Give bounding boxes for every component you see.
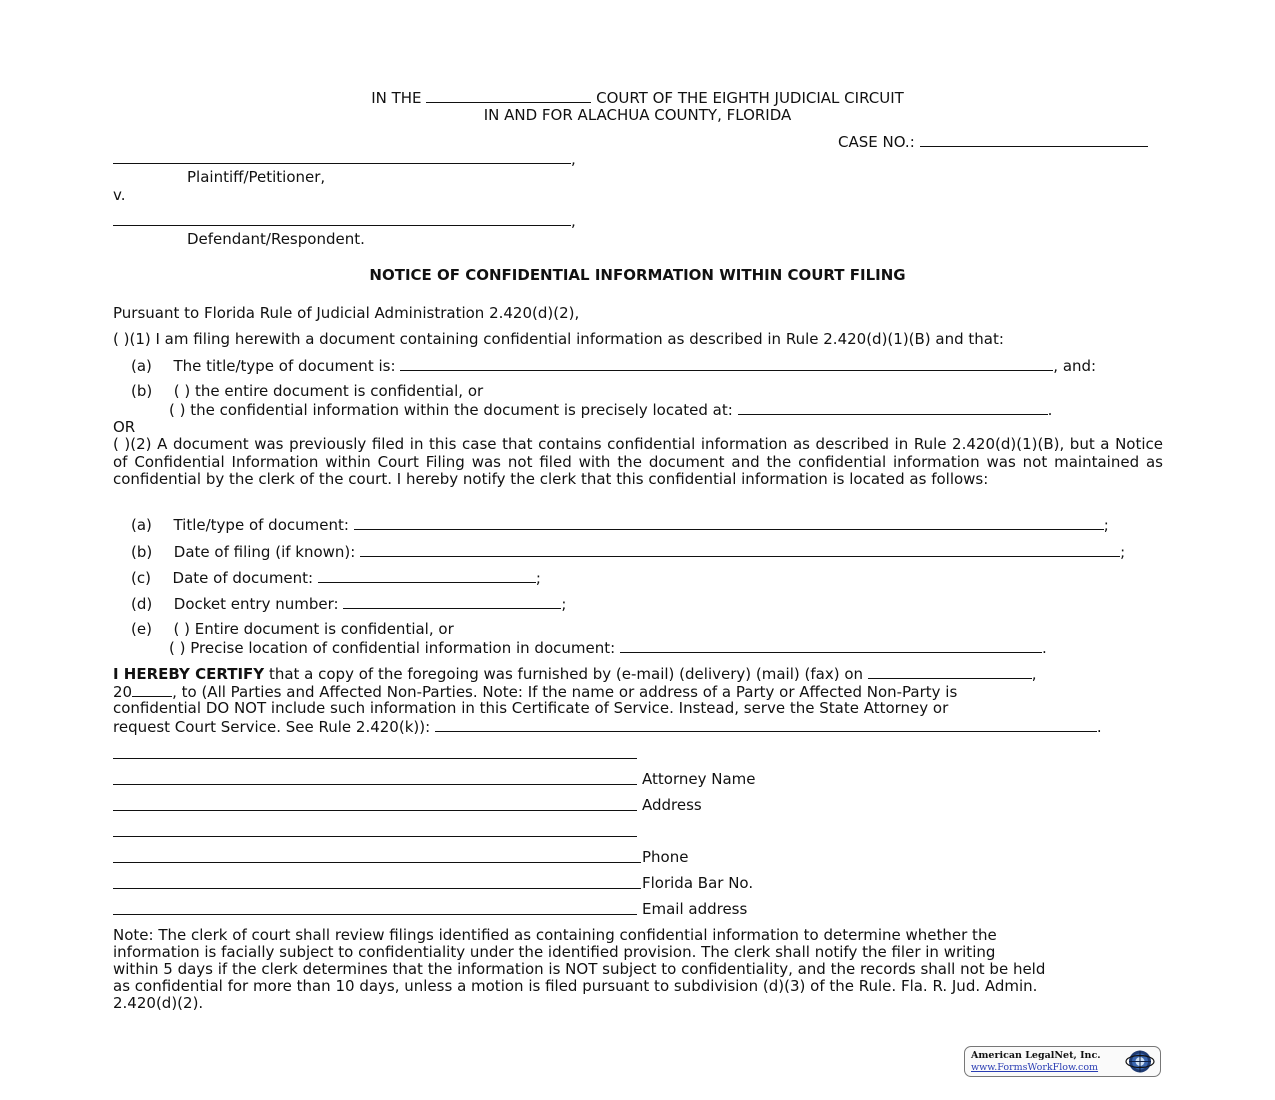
option2-item-label: (b)	[131, 543, 153, 561]
address-blank[interactable]	[113, 810, 637, 811]
logo-company-name: American LegalNet, Inc.	[971, 1050, 1101, 1061]
attorney-name-blank[interactable]	[113, 784, 637, 785]
american-legalnet-logo[interactable]	[964, 1046, 1161, 1077]
option2-item-text: Date of filing (if known):	[173, 543, 356, 561]
phone-label: Phone	[642, 848, 689, 866]
plaintiff-label: Plaintiff/Petitioner,	[187, 168, 326, 186]
date-of-document-blank[interactable]	[318, 568, 536, 583]
option2-item-text: Docket entry number:	[173, 595, 339, 613]
certify-line2-rest: , to (All Parties and Affected Non-Parties. Note: If the name or address of a Party or Affected Non-Party is	[172, 683, 958, 701]
page-title: NOTICE OF CONFIDENTIAL INFORMATION WITHIN COURT FILING	[369, 266, 906, 284]
defendant-label: Defendant/Respondent.	[187, 230, 365, 248]
email-label: Email address	[642, 900, 748, 918]
defendant-name-blank[interactable]	[113, 225, 571, 226]
option2-e-end: .	[1041, 639, 1047, 657]
option2-item-text: Title/type of document:	[173, 516, 349, 534]
phone-blank[interactable]	[113, 862, 641, 863]
certify-year-prefix: 20	[113, 683, 133, 701]
title-type-blank[interactable]	[354, 515, 1104, 530]
plaintiff-comma: ,	[571, 150, 576, 168]
county-line: IN AND FOR ALACHUA COUNTY, FLORIDA	[483, 106, 792, 124]
certify-line4-end: .	[1096, 718, 1102, 736]
court-name-blank[interactable]	[426, 88, 591, 103]
option1-a-text: The title/type of document is:	[173, 357, 396, 375]
option2-item-end: ;	[561, 595, 567, 613]
option2-item-text: Date of document:	[172, 569, 314, 587]
option2-item-a	[131, 515, 1109, 534]
case-number-label: CASE NO.:	[838, 133, 915, 151]
note-line: within 5 days if the clerk determines that the information is NOT subject to confidentiality, and the records shall not be held	[113, 960, 1046, 978]
court-header-line	[0, 88, 1275, 107]
option2-item-label: (c)	[131, 569, 151, 587]
service-list-blank[interactable]	[435, 717, 1097, 732]
certify-date-blank[interactable]	[868, 664, 1032, 679]
address-label: Address	[642, 796, 702, 814]
certify-line1	[113, 664, 1037, 683]
entire-document-option[interactable]: ( ) Entire document is confidential, or	[173, 620, 454, 638]
note-line: as confidential for more than 10 days, unless a motion is filed pursuant to subdivision (d)(3) of the Rule. Fla. R. Jud. Admin.	[113, 977, 1038, 995]
option2-item-e-line2	[169, 638, 1047, 657]
attorney-name-label: Attorney Name	[642, 770, 756, 788]
globe-icon	[1124, 1048, 1156, 1075]
certify-year-blank[interactable]	[132, 682, 172, 697]
court-rest-text: COURT OF THE EIGHTH JUDICIAL CIRCUIT	[596, 89, 904, 107]
option1-a-row	[131, 356, 1096, 375]
note-line: 2.420(d)(2).	[113, 994, 204, 1012]
option2-item-c	[131, 568, 541, 587]
option2-item-label: (e)	[131, 620, 152, 638]
email-blank[interactable]	[113, 914, 637, 915]
option2-item-d	[131, 594, 566, 613]
certify-line3: confidential DO NOT include such information in this Certificate of Service. Instead, serve the State Attorney or	[113, 699, 949, 717]
in-the-text: IN THE	[371, 89, 422, 107]
option2-text: ( )(2) A document was previously filed in this case that contains confidential information as described in Rule 2.420(d)(1)(B), but a Notice of Confidential Information within Court Filing was not filed with the document and the confidential information was not maintained as confidential by the clerk of the court. I hereby notify the clerk that this confidential information is located as follows:	[113, 435, 1163, 488]
certify-line1-end: ,	[1031, 665, 1037, 683]
date-of-filing-blank[interactable]	[360, 542, 1120, 557]
option2-item-end: ;	[1103, 516, 1109, 534]
plaintiff-name-blank[interactable]	[113, 163, 571, 164]
option1-text: ( )(1) I am filing herewith a document containing confidential information as described in Rule 2.420(d)(1)(B) and that:	[113, 330, 1004, 348]
logo-url-link[interactable]: www.FormsWorkFlow.com	[971, 1062, 1099, 1073]
defendant-comma: ,	[571, 212, 576, 230]
note-line: information is facially subject to confidentiality under the identified provision. The clerk shall notify the filer in writing	[113, 943, 996, 961]
option2-item-e	[131, 620, 454, 638]
certify-line4	[113, 717, 1102, 736]
option1-b-end: .	[1047, 401, 1053, 419]
option1-a-end: , and:	[1053, 357, 1097, 375]
signature-blank[interactable]	[113, 758, 637, 759]
option1-b-row	[131, 382, 483, 400]
certify-bold: I HEREBY CERTIFY	[113, 665, 265, 683]
certify-line1-rest: that a copy of the foregoing was furnished by (e-mail) (delivery) (mail) (fax) on	[268, 665, 864, 683]
option2-item-end: ;	[535, 569, 541, 587]
case-number-row	[838, 132, 1148, 151]
option2-item-b	[131, 542, 1125, 561]
entire-confidential-option[interactable]: ( ) the entire document is confidential, or	[173, 382, 484, 400]
option1-a-label: (a)	[131, 357, 152, 375]
option2-item-label: (d)	[131, 595, 153, 613]
option2-item-end: ;	[1120, 543, 1126, 561]
florida-bar-blank[interactable]	[113, 888, 641, 889]
note-line: Note: The clerk of court shall review filings identified as containing confidential information to determine whether the	[113, 926, 997, 944]
option1-b-label: (b)	[131, 382, 153, 400]
precise-location-option[interactable]: ( ) the confidential information within the document is precisely located at:	[169, 401, 733, 419]
versus-text: v.	[113, 186, 126, 204]
case-number-blank[interactable]	[920, 132, 1148, 147]
address-line2-blank[interactable]	[113, 836, 637, 837]
option2-item-label: (a)	[131, 516, 152, 534]
intro-text: Pursuant to Florida Rule of Judicial Administration 2.420(d)(2),	[113, 304, 580, 322]
precise-location-doc-option[interactable]: ( ) Precise location of confidential information in document:	[169, 639, 616, 657]
document-title-blank[interactable]	[400, 356, 1053, 371]
precise-location-blank[interactable]	[738, 400, 1048, 415]
certify-line4-text: request Court Service. See Rule 2.420(k)):	[113, 718, 431, 736]
docket-entry-blank[interactable]	[343, 594, 561, 609]
precise-location-doc-blank[interactable]	[620, 638, 1042, 653]
florida-bar-label: Florida Bar No.	[642, 874, 754, 892]
option1-b-line2	[169, 400, 1052, 419]
or-text: OR	[113, 418, 136, 436]
